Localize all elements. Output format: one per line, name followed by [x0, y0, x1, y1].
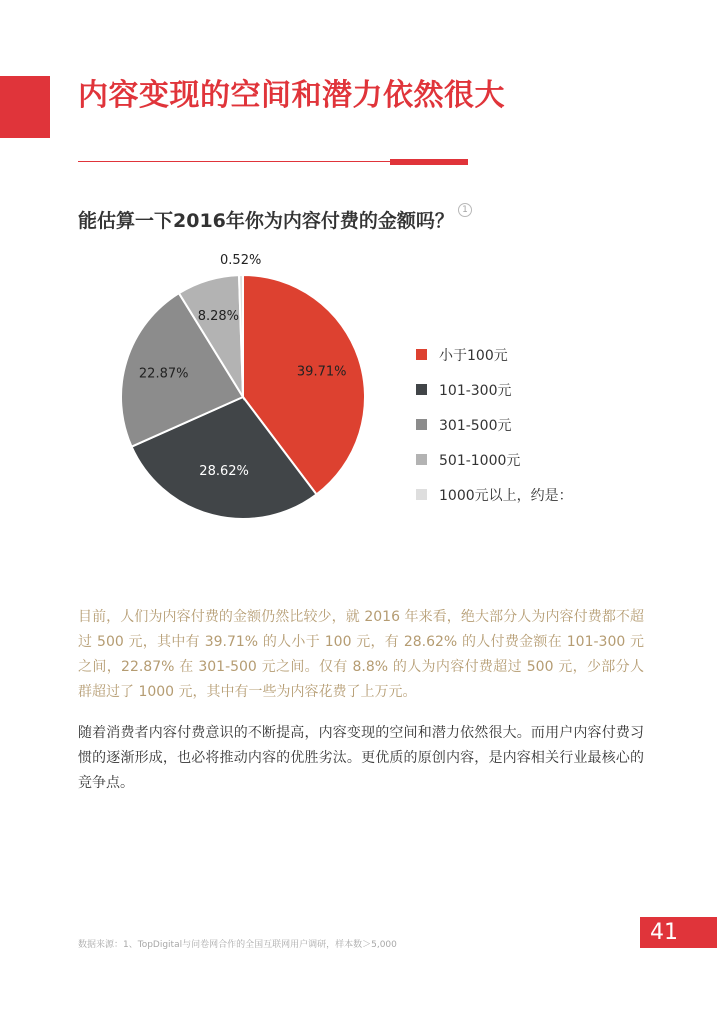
pie-data-label-1: 39.71%	[296, 364, 347, 380]
title-accent-block	[0, 76, 50, 138]
pie-chart	[100, 250, 400, 530]
legend-item	[416, 407, 573, 442]
legend-label: 101-300元	[439, 382, 512, 399]
legend-swatch	[416, 454, 427, 465]
page-number-box	[640, 917, 717, 948]
legend-swatch	[416, 489, 427, 500]
legend-swatch	[416, 419, 427, 430]
summary-paragraph: 目前，人们为内容付费的金额仍然比较少，就 2016 年来看，绝大部分人为内容付费都不超过 500 元，其中有 39.71% 的人小于 100 元，有 28.62% 的人付费金额在 101-300 元之间，22.87% 在 301-500 元之间。仅有 8.8% 的人为内容付费超过 500 元，少部分人群超过了 1000 元，其中有一些为内容花费了上万元。	[78, 609, 644, 700]
pie-data-label-5: 0.52%	[220, 253, 262, 269]
legend-swatch	[416, 349, 427, 360]
legend-item	[416, 372, 573, 407]
footnote-marker: 1	[458, 203, 472, 217]
title-divider-accent	[390, 159, 468, 165]
pie-data-label-2: 28.62%	[199, 464, 249, 480]
legend-swatch	[416, 384, 427, 395]
chart-legend	[416, 337, 573, 512]
legend-item	[416, 337, 573, 372]
pie-data-label-3: 22.87%	[138, 366, 189, 382]
pie-data-label-4: 8.28%	[197, 309, 240, 325]
data-source-note: 数据来源：1、TopDigital与问卷网合作的全国互联网用户调研，样本数＞5,000	[78, 940, 397, 950]
legend-label: 501-1000元	[439, 452, 521, 469]
page-number: 41	[650, 920, 678, 945]
legend-label: 1000元以上，约是：	[439, 487, 573, 504]
conclusion-paragraph: 随着消费者内容付费意识的不断提高，内容变现的空间和潜力依然很大。而用户内容付费习惯的逐渐形成，也必将推动内容的优胜劣汰。更优质的原创内容，是内容相关行业最核心的竞争点。	[78, 725, 644, 791]
page-title: 内容变现的空间和潜力依然很大	[78, 78, 505, 113]
title-divider-line	[78, 161, 394, 162]
legend-item	[416, 442, 573, 477]
legend-label: 小于100元	[439, 347, 508, 364]
chart-question: 能估算一下2016年你为内容付费的金额吗？	[78, 210, 454, 232]
legend-item	[416, 477, 573, 512]
legend-label: 301-500元	[439, 417, 512, 434]
